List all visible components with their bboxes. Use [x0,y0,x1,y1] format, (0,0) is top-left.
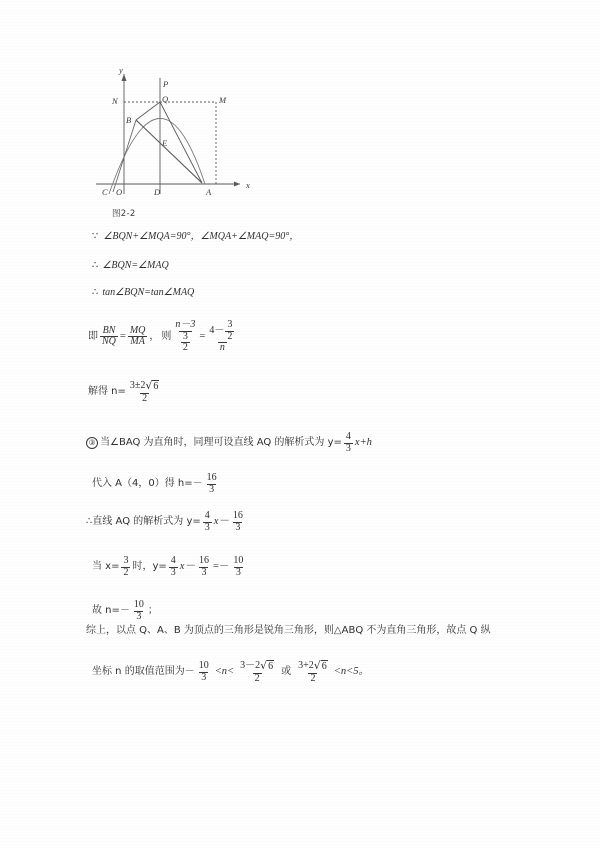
fraction-16-3-y-num: 16 [198,555,209,566]
point-label-P: P [163,79,169,89]
fraction-3minus2sqrt6-num [238,660,276,673]
axis-label-y: y [119,65,123,75]
fraction-16-3-y [197,556,211,578]
figure-svg [88,62,328,217]
because-symbol: ∵ [92,231,99,242]
line7-text-a: 代入 A（4，0）得 h=－ [92,478,203,489]
axis-label-x: x [246,180,250,190]
sqrt-6-plus [314,660,328,673]
fraction-16-3-h-den: 3 [209,483,215,495]
line4-comma: ， [149,330,160,342]
point-label-O: O [116,187,123,197]
sqrt-radical-glyph-3: √ [313,659,321,672]
fraction-4-3-y [169,556,178,578]
fraction-10-3-n-den: 3 [136,610,142,622]
fraction-16-3-h-num: 16 [206,472,217,483]
fraction-4-3-slope-den: 3 [345,442,351,454]
figure-caption: 图2-2 [112,209,136,219]
fraction-3plus2sqrt6-den: 2 [310,672,316,684]
proof-line-7 [92,473,221,495]
point-label-D: D [154,187,161,197]
fraction-n3-over-3-2 [173,320,197,354]
fraction-16-3-h [205,473,219,495]
conclusion-line [86,626,491,637]
sqrt-radical-glyph-2: √ [260,659,268,672]
fraction-10-3-n [132,600,146,622]
sqrt-radicand-3: 6 [321,661,327,672]
fraction-3plus2sqrt6-num [296,660,330,673]
fraction-4-3-slope [344,432,353,454]
fraction-solution-den: 2 [142,392,148,404]
point-label-Q: Q [162,94,169,104]
proof-line-6 [86,432,372,454]
proof-line-1 [92,232,299,243]
sqrt-6-minus [260,660,274,673]
line10-text-a: 故 n=－ [92,605,130,616]
fraction-mq-ma-den: MA [130,336,145,348]
fraction-3minus2sqrt6-over-2 [238,660,276,684]
proof-line-1-text: ∠BQN+∠MQA=90°，∠MQA+∠MAQ=90°， [103,231,300,242]
conclusion-text: 综上，以点 Q、A、B 为顶点的三角形是锐角三角形，则△ABQ 不为直角三角形，故点 Q 纵 [86,625,491,636]
segment-CB [113,120,136,192]
nested-3-2-num: 3 [182,330,188,342]
fraction-10-3-range-num: 10 [198,660,209,671]
parabola-curve [109,118,205,194]
point-label-C: C [102,187,108,197]
fraction-16-3-aq-den: 3 [235,521,241,533]
proof-line-2-text: ∠BQN=∠MAQ [102,260,169,271]
line6-text-a: 当∠BAQ 为直角时，同理可设直线 AQ 的解析式为 y= [100,437,342,448]
fraction-4-3-aq-num: 4 [204,510,210,521]
fraction-16-3-aq-num: 16 [232,510,243,521]
line9-text-b: 时，y= [132,561,167,572]
point-label-N: N [112,96,118,106]
segment-BQ [136,102,160,120]
line8-text-a: 直线 AQ 的解析式为 y= [92,516,201,527]
proof-line-2 [92,261,169,272]
fraction-10-3-range [197,661,211,683]
fraction-3-2-x [121,556,130,578]
fraction-10-3-range-den: 3 [201,671,207,683]
nested-3-2b-den: 2 [227,330,233,342]
sqrt-radicand-2: 6 [268,661,274,672]
proof-line-5 [88,380,163,404]
nested-3-2-den: 2 [182,342,188,353]
proof-line-3-text: tan∠BQN=tan∠MAQ [102,287,195,298]
point-label-M: M [219,95,227,105]
fraction-16-3-y-den: 3 [201,566,207,578]
line12-text-b: <n< [214,665,235,677]
fraction-10-3-y-den: 3 [235,566,241,578]
line9-text-a: 当 x= [92,561,120,572]
fraction-4-3-y-num: 4 [170,555,176,566]
fraction-4-3-aq [203,511,212,533]
fraction-4-3-y-den: 3 [170,566,176,578]
step-marker-3: ③ [86,437,98,449]
fraction-bn-nq-num: BN [102,324,116,336]
nested-fraction-3-2 [181,332,190,354]
fraction-3-2-x-num: 3 [123,555,129,566]
x-axis-arrow [234,182,240,187]
point-label-B: B [126,115,132,125]
fraction-4minus32-over-n [207,320,237,354]
line4-equals-2: = [199,330,206,342]
fraction-10-3-y [231,556,245,578]
fraction-4-3-slope-num: 4 [345,431,351,442]
line4-four-minus: 4－ [209,324,225,336]
therefore-symbol-3: ∴ [86,516,93,527]
line4-lead: 即 [88,330,98,342]
fraction-10-3-y-num: 10 [233,555,244,566]
fraction-n3-num: n－3 [175,319,196,330]
fraction-3minus2sqrt6-den: 2 [254,672,260,684]
fraction-4-3-aq-den: 3 [204,521,210,533]
y-axis-arrow [122,74,127,81]
proof-line-9 [92,556,247,578]
fraction-10-3-n-num: 10 [133,599,144,610]
fraction-n3-den [179,331,192,354]
line9-text-c: x－ [179,560,195,572]
proof-line-3 [92,288,194,299]
fraction-solution-num [128,380,162,393]
fraction-4minus32-num [207,320,237,342]
fraction-3plus2sqrt6-over-2 [296,660,330,684]
line10-text-b: ； [147,605,158,616]
proof-line-8 [86,511,247,533]
fraction-solution-n [128,380,162,404]
point-label-A: A [206,187,212,197]
therefore-symbol: ∴ [92,260,99,271]
sqrt-radical-glyph: √ [145,379,153,392]
range-line [92,660,369,684]
sqrt-radicand: 6 [153,381,159,392]
point-label-E: E [162,138,168,148]
line6-text-b: x+h [354,436,372,448]
fraction-mq-ma-num: MQ [129,324,146,336]
line12-f3-prefix: 3+2 [298,660,314,671]
fraction-16-3-aq [231,511,245,533]
fraction-bn-nq-den: NQ [102,336,116,348]
fraction-4minus32-den: n [219,342,225,353]
sqrt-6 [145,380,159,393]
fraction-mq-ma [128,326,148,348]
line12-text-c: 或 [281,666,292,677]
nested-3-2b-num: 3 [227,319,233,330]
line12-text-d: <n<5。 [333,665,369,677]
line5-lead: 解得 n= [88,386,126,397]
therefore-symbol-2: ∴ [92,287,99,298]
line4-equals-1: = [119,330,126,342]
line4-mid: 则 [161,330,172,342]
nested-fraction-3-2-b [225,320,234,342]
line8-mid: x－ [213,515,229,527]
line9-text-d: =－ [212,560,230,572]
fraction-bn-nq [100,326,118,348]
line12-text-a: 坐标 n 的取值范围为－ [92,666,195,677]
geometry-figure [88,62,328,217]
proof-line-10 [92,600,158,622]
line5-num-prefix: 3±2 [129,380,146,391]
line12-f2-prefix: 3－2 [240,660,261,671]
fraction-3-2-x-den: 2 [123,566,129,578]
proof-line-4 [88,320,239,354]
